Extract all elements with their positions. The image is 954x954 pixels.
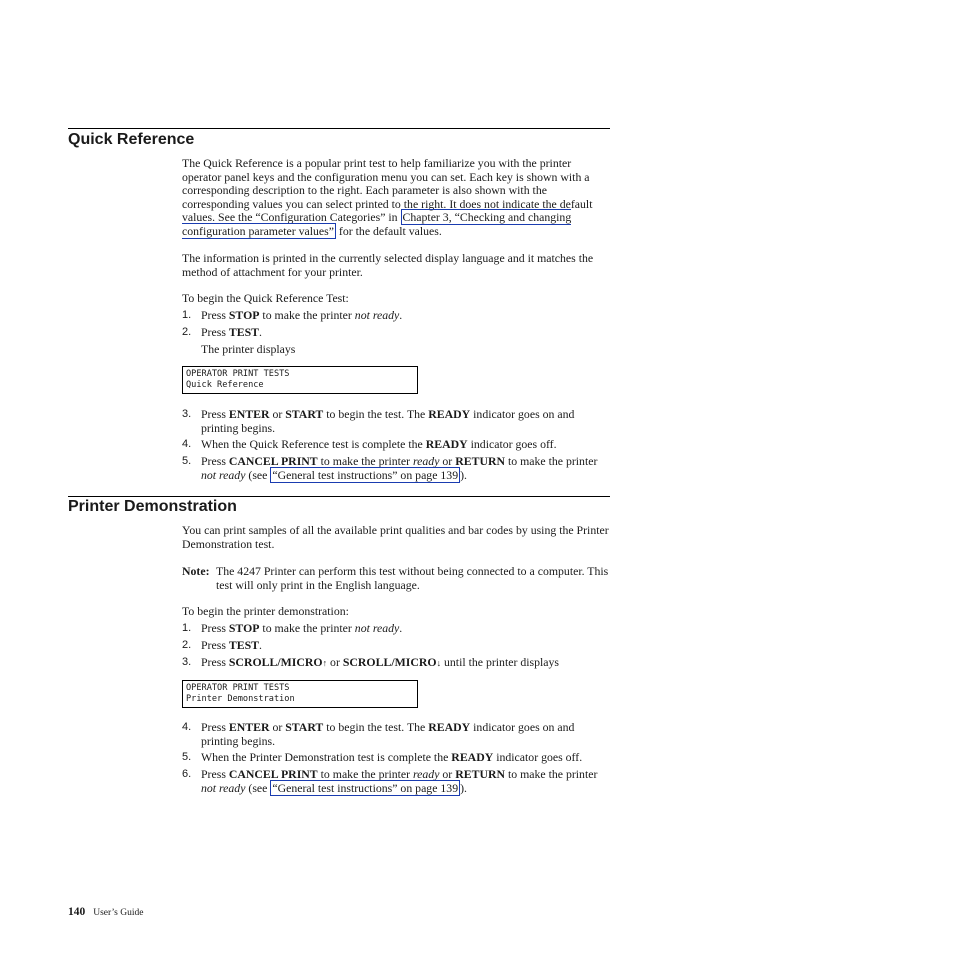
book-title: User’s Guide — [93, 908, 144, 918]
step-number: 3. — [182, 656, 192, 668]
display-line: OPERATOR PRINT TESTS — [186, 683, 290, 693]
printer-display — [182, 366, 418, 394]
step-item: When the Printer Demonstration test is complete the READY indicator goes off. — [201, 750, 583, 764]
step-number: 1. — [182, 309, 192, 321]
printer-display — [182, 680, 418, 708]
printer-demonstration-lead: To begin the printer demonstration: — [182, 604, 349, 618]
step-item: Press TEST. — [201, 638, 262, 652]
step-number: 4. — [182, 438, 192, 450]
section-heading-printer-demonstration: Printer Demonstration — [68, 498, 237, 515]
step-item: Press ENTER or START to begin the test. The READY indicator goes on and printing begins. — [201, 720, 575, 748]
step-number: 6. — [182, 768, 192, 780]
general-test-instructions-link[interactable]: “General test instructions” on page 139 — [272, 780, 459, 795]
note-label: Note: — [182, 564, 210, 578]
step-item: Press SCROLL/MICRO↑ or SCROLL/MICRO↓ until the printer displays — [201, 655, 560, 669]
step-number: 4. — [182, 721, 192, 733]
step-item: Press STOP to make the printer not ready. — [201, 308, 403, 322]
step-item: Press STOP to make the printer not ready. — [201, 621, 403, 635]
page-footer — [68, 902, 143, 920]
section-heading-quick-reference: Quick Reference — [68, 131, 195, 148]
section-rule — [68, 496, 610, 497]
note-text: The 4247 Printer can perform this test without being connected to a computer. This test will only print in the English language. — [216, 564, 609, 592]
step-number: 3. — [182, 408, 192, 420]
display-line: Quick Reference — [186, 380, 264, 390]
quick-reference-intro: The Quick Reference is a popular print test to help familiarize you with the printer operator panel keys and the configuration menu you can set. Each key is shown with a corresponding description to the right. Each parameter is also shown with the corresponding values you can select printed to the right. It does not indicate the default values. See the “Configuration Categories” in Chapter 3, “Checking and changing configuration parameter values” for the default values. — [182, 156, 593, 238]
step-number: 2. — [182, 639, 192, 651]
step-number: 5. — [182, 455, 192, 467]
step-item: Press TEST. — [201, 325, 262, 339]
up-arrow-icon: ↑ — [322, 658, 328, 668]
general-test-instructions-link[interactable]: “General test instructions” on page 139 — [272, 467, 459, 482]
step-subtext: The printer displays — [201, 342, 296, 356]
quick-reference-lead: To begin the Quick Reference Test: — [182, 291, 349, 305]
section-rule — [68, 128, 610, 129]
step-item: Press CANCEL PRINT to make the printer ready or RETURN to make the printer not ready (see “General test instructions” on page 139 ). — [201, 767, 598, 795]
display-line: Printer Demonstration — [186, 694, 295, 704]
down-arrow-icon: ↓ — [436, 658, 442, 668]
note — [182, 565, 612, 592]
step-item: When the Quick Reference test is complete the READY indicator goes off. — [201, 437, 557, 451]
display-line: OPERATOR PRINT TESTS — [186, 369, 290, 379]
step-item: Press ENTER or START to begin the test. The READY indicator goes on and printing begins. — [201, 407, 575, 435]
printer-demonstration-intro: You can print samples of all the available print qualities and bar codes by using the Printer Demonstration test. — [182, 523, 609, 551]
step-item: Press CANCEL PRINT to make the printer ready or RETURN to make the printer not ready (see “General test instructions” on page 139 ). — [201, 454, 598, 482]
step-number: 2. — [182, 326, 192, 338]
page-number: 140 — [68, 906, 86, 918]
quick-reference-paragraph: The information is printed in the currently selected display language and it matches the method of attachment for your printer. — [182, 251, 594, 279]
chapter-3-link[interactable]: Chapter 3, “Checking and changing configuration parameter values” — [182, 210, 572, 238]
step-number: 1. — [182, 622, 192, 634]
step-number: 5. — [182, 751, 192, 763]
